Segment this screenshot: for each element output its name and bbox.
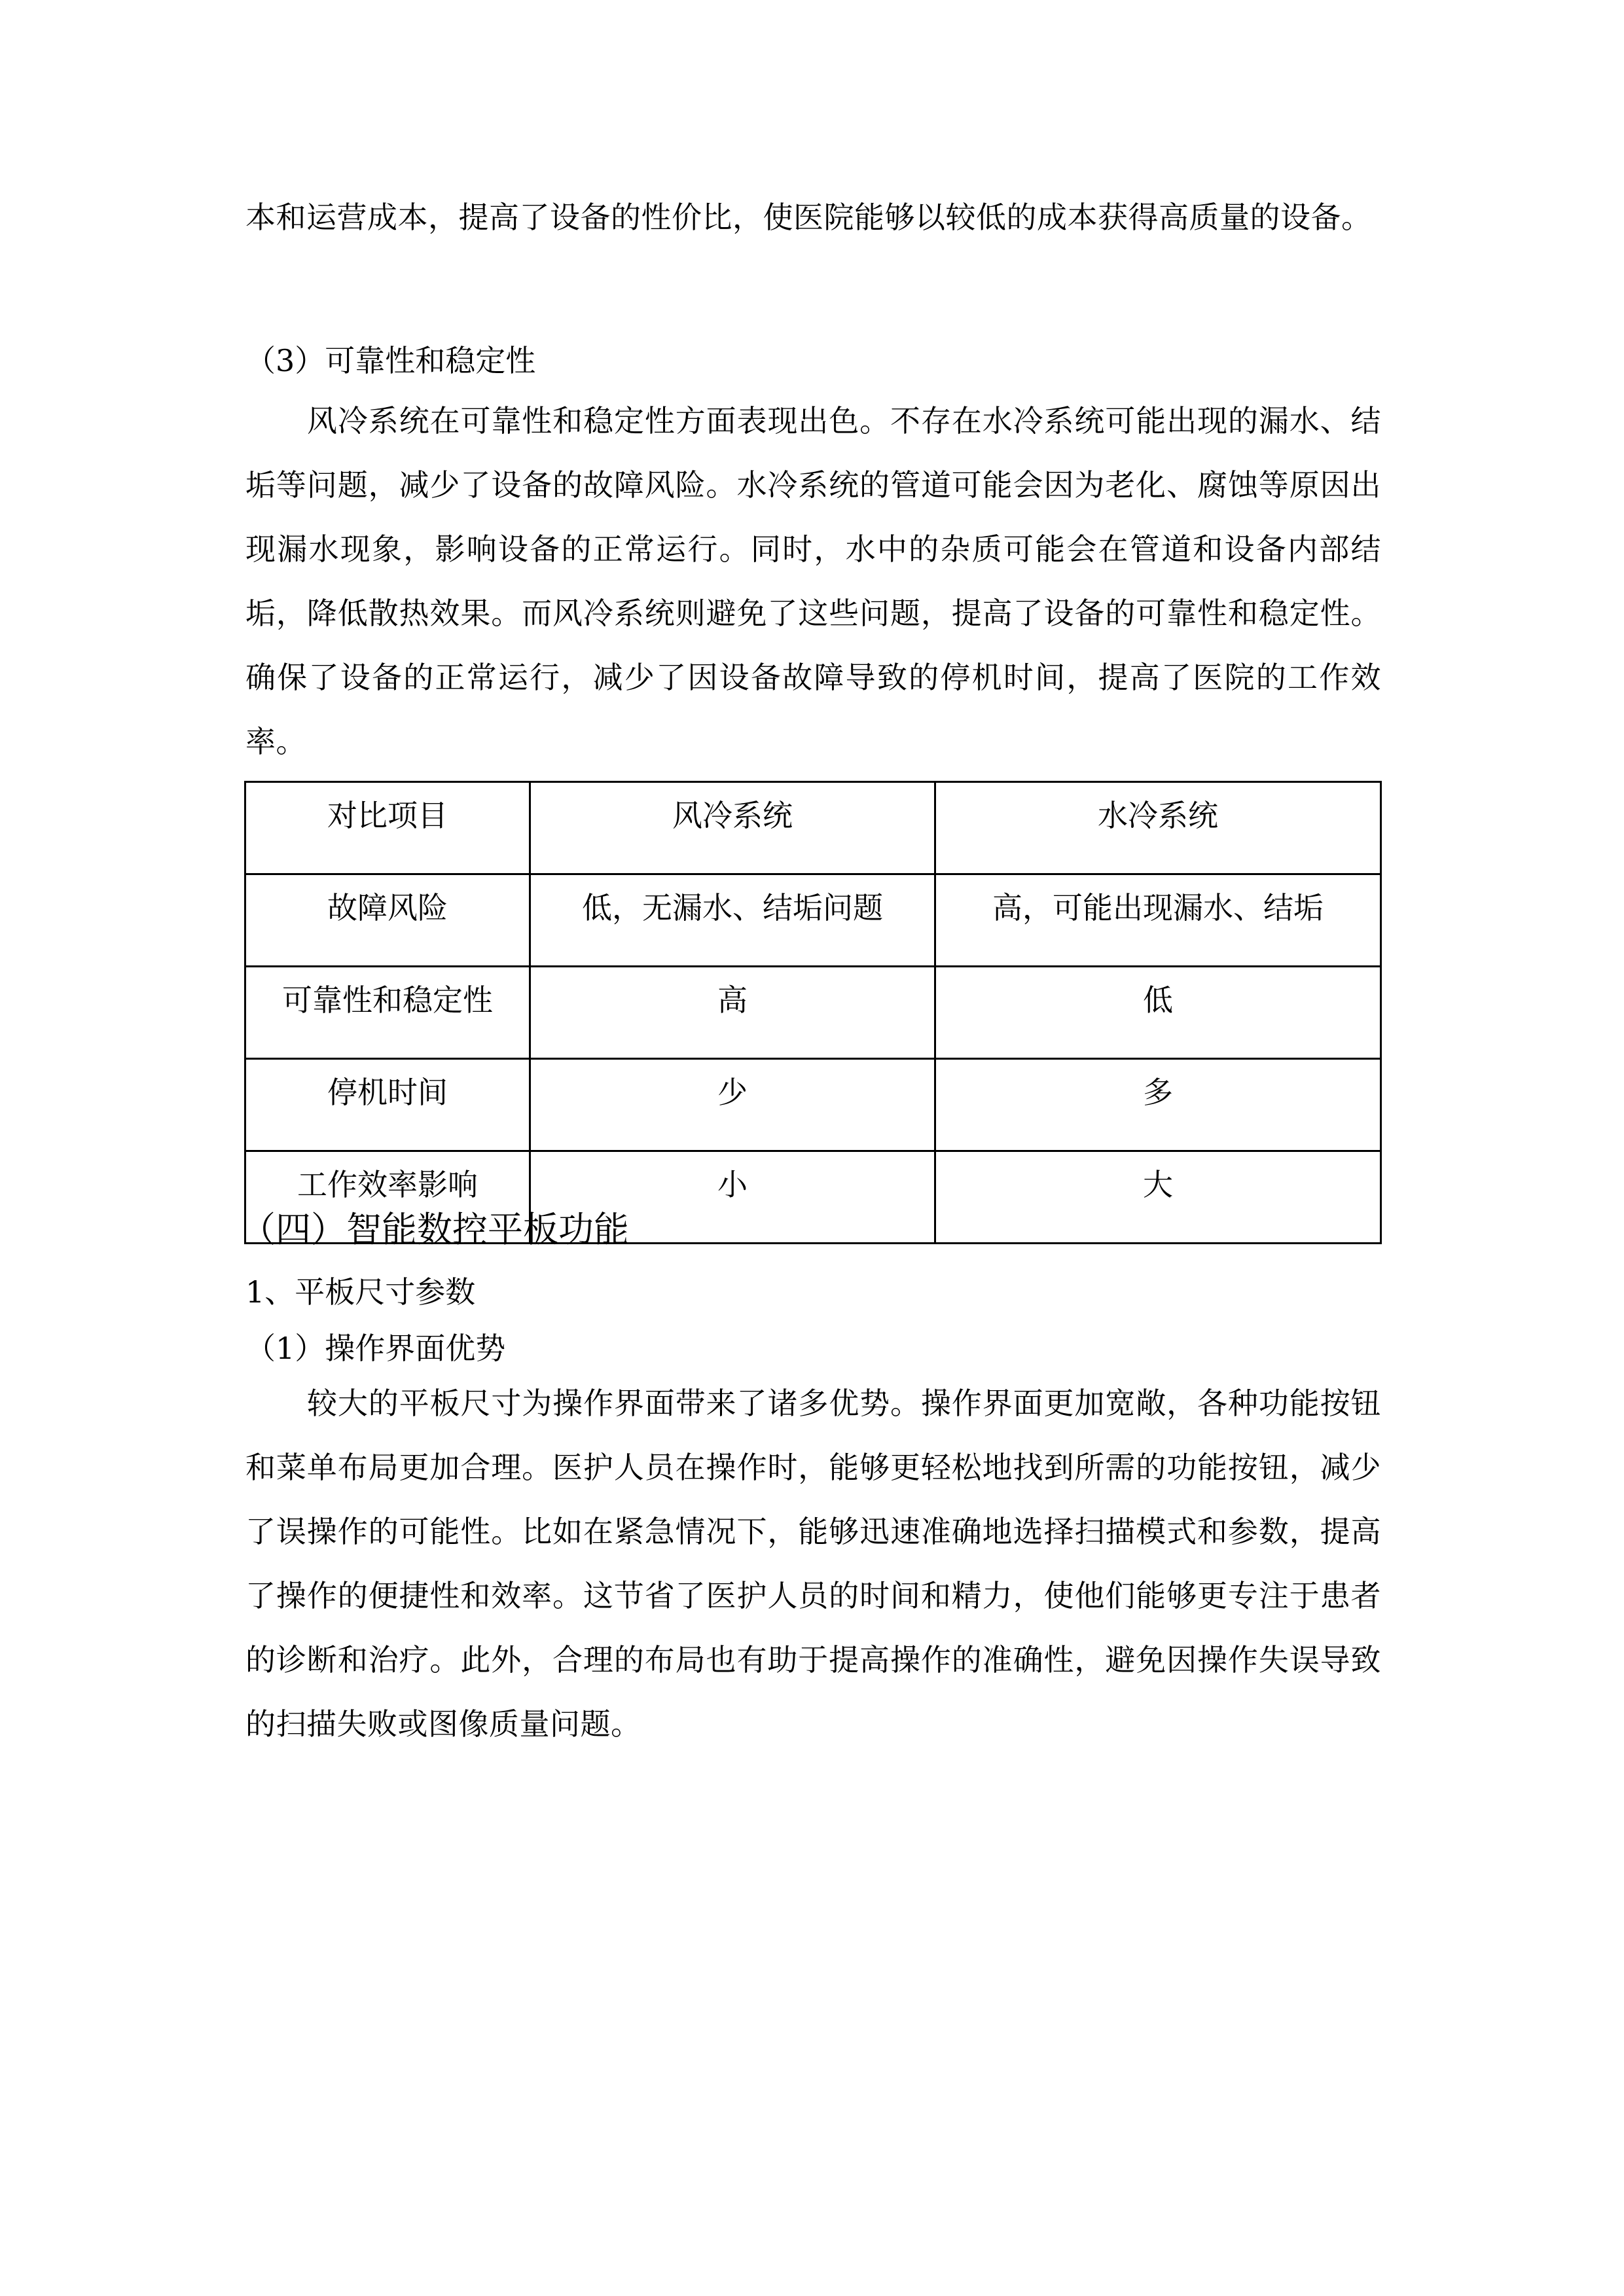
- comparison-table: [244, 781, 1382, 1244]
- table-cell: 大: [935, 1151, 1381, 1244]
- section-4-heading: （四）智能数控平板功能: [240, 1209, 629, 1250]
- table-cell: 低，无漏水、结垢问题: [530, 874, 935, 967]
- subsection-1-1-heading: （1）操作界面优势: [245, 1331, 506, 1366]
- section-4-paragraph: 较大的平板尺寸为操作界面带来了诸多优势。操作界面更加宽敞，各种功能按钮和菜单布局更加合理。医护人员在操作时，能够更轻松地找到所需的功能按钮，减少了误操作的可能性。比如在紧急情况下，能够迅速准确地选择扫描模式和参数，提高了操作的便捷性和效率。这节省了医护人员的时间和精力，使他们能够更专注于患者的诊断和治疗。此外，合理的布局也有助于提高操作的准确性，避免因操作失误导致的扫描失败或图像质量问题。: [245, 1386, 1381, 1742]
- table-cell: 小: [530, 1151, 935, 1244]
- table-cell: 少: [530, 1059, 935, 1151]
- table-cell: 高，可能出现漏水、结垢: [935, 874, 1381, 967]
- table-cell: 故障风险: [245, 874, 530, 967]
- table-header-cell: 风冷系统: [530, 782, 935, 874]
- section-3-heading: （3）可靠性和稳定性: [245, 343, 536, 378]
- table-row: [245, 874, 1381, 967]
- table-row: [245, 967, 1381, 1059]
- table-header-row: [245, 782, 1381, 874]
- subsection-1-heading: 1、平板尺寸参数: [245, 1274, 476, 1310]
- section-3-paragraph: 风冷系统在可靠性和稳定性方面表现出色。不存在水冷系统可能出现的漏水、结垢等问题，减少了设备的故障风险。水冷系统的管道可能会因为老化、腐蚀等原因出现漏水现象，影响设备的正常运行。同时，水中的杂质可能会在管道和设备内部结垢，降低散热效果。而风冷系统则避免了这些问题，提高了设备的可靠性和稳定性。确保了设备的正常运行，减少了因设备故障导致的停机时间，提高了医院的工作效率。: [245, 403, 1381, 759]
- table-cell: 工作效率影响: [245, 1151, 530, 1244]
- table-cell: 停机时间: [245, 1059, 530, 1151]
- intro-paragraph: 本和运营成本，提高了设备的性价比，使医院能够以较低的成本获得高质量的设备。: [245, 200, 1372, 235]
- table-row: [245, 1059, 1381, 1151]
- table-cell: 高: [530, 967, 935, 1059]
- table-cell: 可靠性和稳定性: [245, 967, 530, 1059]
- table-header-cell: 对比项目: [245, 782, 530, 874]
- table-cell: 低: [935, 967, 1381, 1059]
- table-cell: 多: [935, 1059, 1381, 1151]
- table-header-cell: 水冷系统: [935, 782, 1381, 874]
